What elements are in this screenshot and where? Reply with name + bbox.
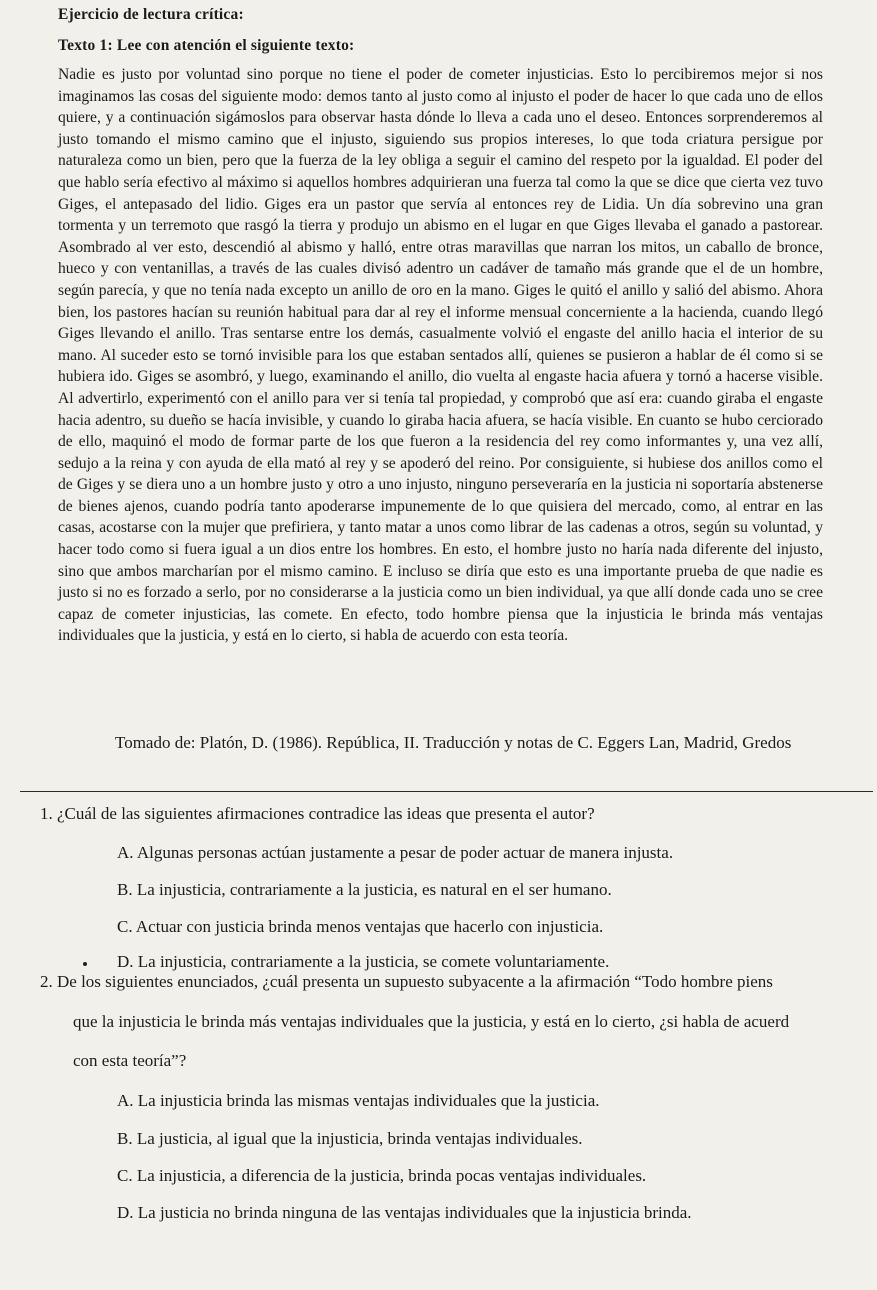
- section-divider: [20, 791, 873, 792]
- source-citation: Tomado de: Platón, D. (1986). República, II. Traducción y notas de C. Eggers Lan, Madrid, Gredos: [115, 733, 792, 752]
- question-2-stem-line-1: 2. De los siguientes enunciados, ¿cuál presenta un supuesto subyacente a la afirmación “Todo hombre piens: [40, 972, 773, 991]
- text-instruction: Texto 1: Lee con atención el siguiente texto:: [58, 37, 355, 54]
- question-2-stem-line-3: con esta teoría”?: [73, 1051, 187, 1070]
- question-2-option-b[interactable]: B. La justicia, al igual que la injusticia, brinda ventajas individuales.: [117, 1129, 583, 1148]
- exercise-title: Ejercicio de lectura crítica:: [58, 6, 244, 23]
- question-2-option-a[interactable]: A. La injusticia brinda las mismas ventajas individuales que la justicia.: [117, 1091, 600, 1110]
- stray-mark: [83, 962, 87, 966]
- question-1-stem: 1. ¿Cuál de las siguientes afirmaciones contradice las ideas que presenta el autor?: [40, 804, 595, 823]
- question-2-option-d[interactable]: D. La justicia no brinda ninguna de las ventajas individuales que la injusticia brinda.: [117, 1203, 692, 1222]
- reading-passage: Nadie es justo por voluntad sino porque no tiene el poder de cometer injusticias. Esto lo percibiremos mejor si nos imaginamos las cosas del siguiente modo: demos tanto al justo como al injusto el poder de hacer lo que cada uno de ellos quiere, y a continuación sigámoslos para observar hasta dónde lo lleva a cada uno el deseo. Entonces sorprenderemos al justo tomando el mismo camino que el injusto, siguiendo sus propios intereses, lo que toda criatura persigue por naturaleza como un bien, pero que la fuerza de la ley obliga a seguir el camino del respeto por la igualdad. El poder del que hablo sería efectivo al máximo si aquellos hombres adquirieran una fuerza tal como la que se dice que cierta vez tuvo Giges, el antepasado del lidio. Giges era un pastor que servía al entonces rey de Lidia. Un día sobrevino una gran tormenta y un terremoto que rasgó la tierra y produjo un abismo en el lugar en que Giges llevaba el ganado a pastorear. Asombrado al ver esto, descendió al abismo y halló, entre otras maravillas que narran los mitos, un caballo de bronce, hueco y con ventanillas, a través de las cuales divisó adentro un cadáver de tamaño más grande que el de un hombre, según parecía, y que no tenía nada excepto un anillo de oro en la mano. Giges le quitó el anillo y salió del abismo. Ahora bien, los pastores hacían su reunión habitual para dar al rey el informe mensual concerniente a la hacienda, cuando llegó Giges llevando el anillo. Tras sentarse entre los demás, casualmente volvió el engaste del anillo hacia el interior de su mano. Al suceder esto se tornó invisible para los que estaban sentados allí, quienes se pusieron a hablar de él como si se hubiera ido. Giges se asombró, y luego, examinando el anillo, dio vuelta al engaste hacia afuera y tornó a hacerse visible. Al advertirlo, experimentó con el anillo para ver si tenía tal propiedad, y comprobó que así era: cuando giraba el engaste hacia adentro, su dueño se hacía invisible, y cuando lo giraba hacia afuera, se hacía visible. En cuanto se hubo cerciorado de ello, maquinó el modo de formar parte de los que fueron a la residencia del rey como informantes y, una vez allí, sedujo a la reina y con ayuda de ella mató al rey y se apoderó del reino. Por consiguiente, si hubiese dos anillos como el de Giges y se diera uno a un hombre justo y otro a uno injusto, ninguno perseveraría en la justicia ni soportaría abstenerse de bienes ajenos, cuando podría tanto apoderarse impunemente de lo que quisiera del mercado, como, al entrar en las casas, acostarse con la mujer que prefiriera, y tanto matar a unos como librar de las cadenas a otros, según su voluntad, y hacer todo como si fuera igual a un dios entre los hombres. En esto, el hombre justo no haría nada diferente del injusto, sino que ambos marcharían por el mismo camino. E incluso se diría que esto es una importante prueba de que nadie es justo si no es forzado a serlo, por no considerarse a la justicia como un bien individual, ya que allí donde cada uno se cree capaz de cometer injusticias, las comete. En efecto, todo hombre piensa que la injusticia le brinda más ventajas individuales que la justicia, y está en lo cierto, si habla de acuerdo con esta teoría.: [58, 66, 823, 645]
- question-1-option-a[interactable]: A. Algunas personas actúan justamente a pesar de poder actuar de manera injusta.: [117, 843, 674, 862]
- question-2-option-c[interactable]: C. La injusticia, a diferencia de la justicia, brinda pocas ventajas individuales.: [117, 1166, 647, 1185]
- question-1-option-d[interactable]: D. La injusticia, contrariamente a la justicia, se comete voluntariamente.: [117, 952, 610, 971]
- question-2-stem-line-2: que la injusticia le brinda más ventajas individuales que la justicia, y está en lo cierto, ¿si habla de acuerd: [73, 1012, 790, 1031]
- question-1-option-c[interactable]: C. Actuar con justicia brinda menos ventajas que hacerlo con injusticia.: [117, 917, 604, 936]
- question-1-option-b[interactable]: B. La injusticia, contrariamente a la justicia, es natural en el ser humano.: [117, 880, 612, 899]
